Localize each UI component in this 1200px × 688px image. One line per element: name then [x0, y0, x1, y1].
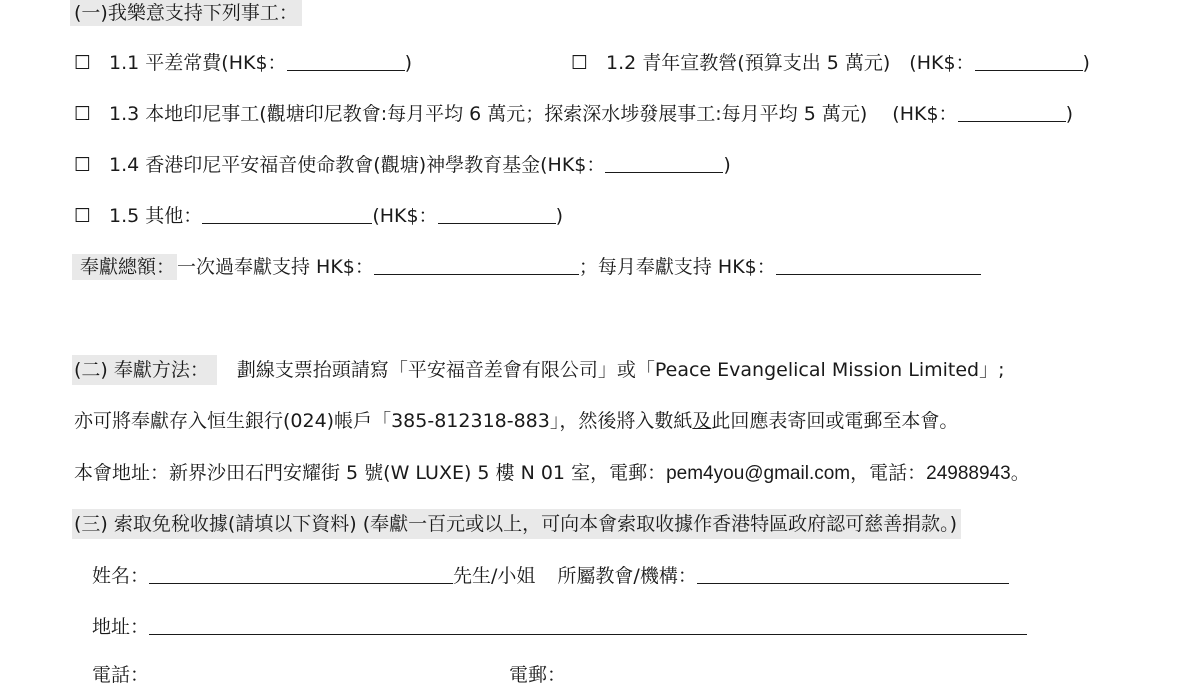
name-row: 姓名： 先生/小姐 所屬教會/機構：: [92, 563, 1009, 589]
name-field[interactable]: [149, 564, 453, 584]
amount-field-1-1[interactable]: [287, 51, 405, 71]
item-1-4: ☐ 1.4 香港印尼平安福音使命教會(觀塘)神學教育基金(HK$： ): [74, 154, 731, 176]
section1-heading: (一)我樂意支持下列事工：: [70, 0, 302, 26]
item-1-3: ☐ 1.3 本地印尼事工(觀塘印尼教會:每月平均 6 萬元；探索深水埗發展事工:每月平均 5 萬元) (HK$： ): [74, 103, 1073, 125]
contact-row: 電話： 電郵：: [92, 664, 567, 686]
address-row: 地址：: [92, 614, 1027, 640]
amount-field-1-5[interactable]: [438, 204, 556, 224]
section2-cheque-row: (二) 奉獻方法： 劃線支票抬頭請寫「平安福音差會有限公司」或「Peace Evangelical Mission Limited」;: [72, 357, 1005, 383]
total-label: 奉獻總額：: [72, 254, 177, 280]
item-1-2: ☐ 1.2 青年宣教營(預算支出 5 萬元) (HK$： ): [571, 52, 1090, 74]
item-1-1: ☐ 1.1 平差常費(HK$： ): [74, 52, 412, 74]
amount-field-1-4[interactable]: [605, 153, 723, 173]
checkbox-1-2[interactable]: ☐: [571, 52, 589, 74]
email-link[interactable]: pem4you@gmail.com: [666, 463, 851, 484]
item-1-5: ☐ 1.5 其他： (HK$： ): [74, 205, 563, 227]
section2-bank-row: 亦可將奉獻存入恒生銀行(024)帳戶「385-812318-883」，然後將入數紙及此回應表寄回或電郵至本會。: [74, 410, 959, 432]
monthly-amount-field[interactable]: [776, 255, 981, 275]
church-field[interactable]: [697, 564, 1009, 584]
total-row: 奉獻總額： 一次過奉獻支持 HK$： ；每月奉獻支持 HK$：: [72, 254, 981, 280]
address-field[interactable]: [149, 615, 1027, 635]
amount-field-1-3[interactable]: [958, 102, 1066, 122]
checkbox-1-5[interactable]: ☐: [74, 205, 92, 227]
other-item-field[interactable]: [202, 204, 372, 224]
section3-heading: (三) 索取免稅收據(請填以下資料) (奉獻一百元或以上，可向本會索取收據作香港特區政府認可慈善捐款。): [72, 509, 961, 539]
section2-heading: (二) 奉獻方法：: [72, 355, 217, 385]
amount-field-1-2[interactable]: [975, 51, 1083, 71]
checkbox-1-4[interactable]: ☐: [74, 154, 92, 176]
one-time-amount-field[interactable]: [374, 255, 579, 275]
checkbox-1-3[interactable]: ☐: [74, 103, 92, 125]
section3-heading-row: [72, 511, 961, 537]
section2-address-row: 本會地址：新界沙田石門安耀街 5 號(W LUXE) 5 樓 N 01 室，電郵：pem4you@gmail.com，電話：24988943。: [74, 462, 1030, 484]
checkbox-1-1[interactable]: ☐: [74, 52, 92, 74]
